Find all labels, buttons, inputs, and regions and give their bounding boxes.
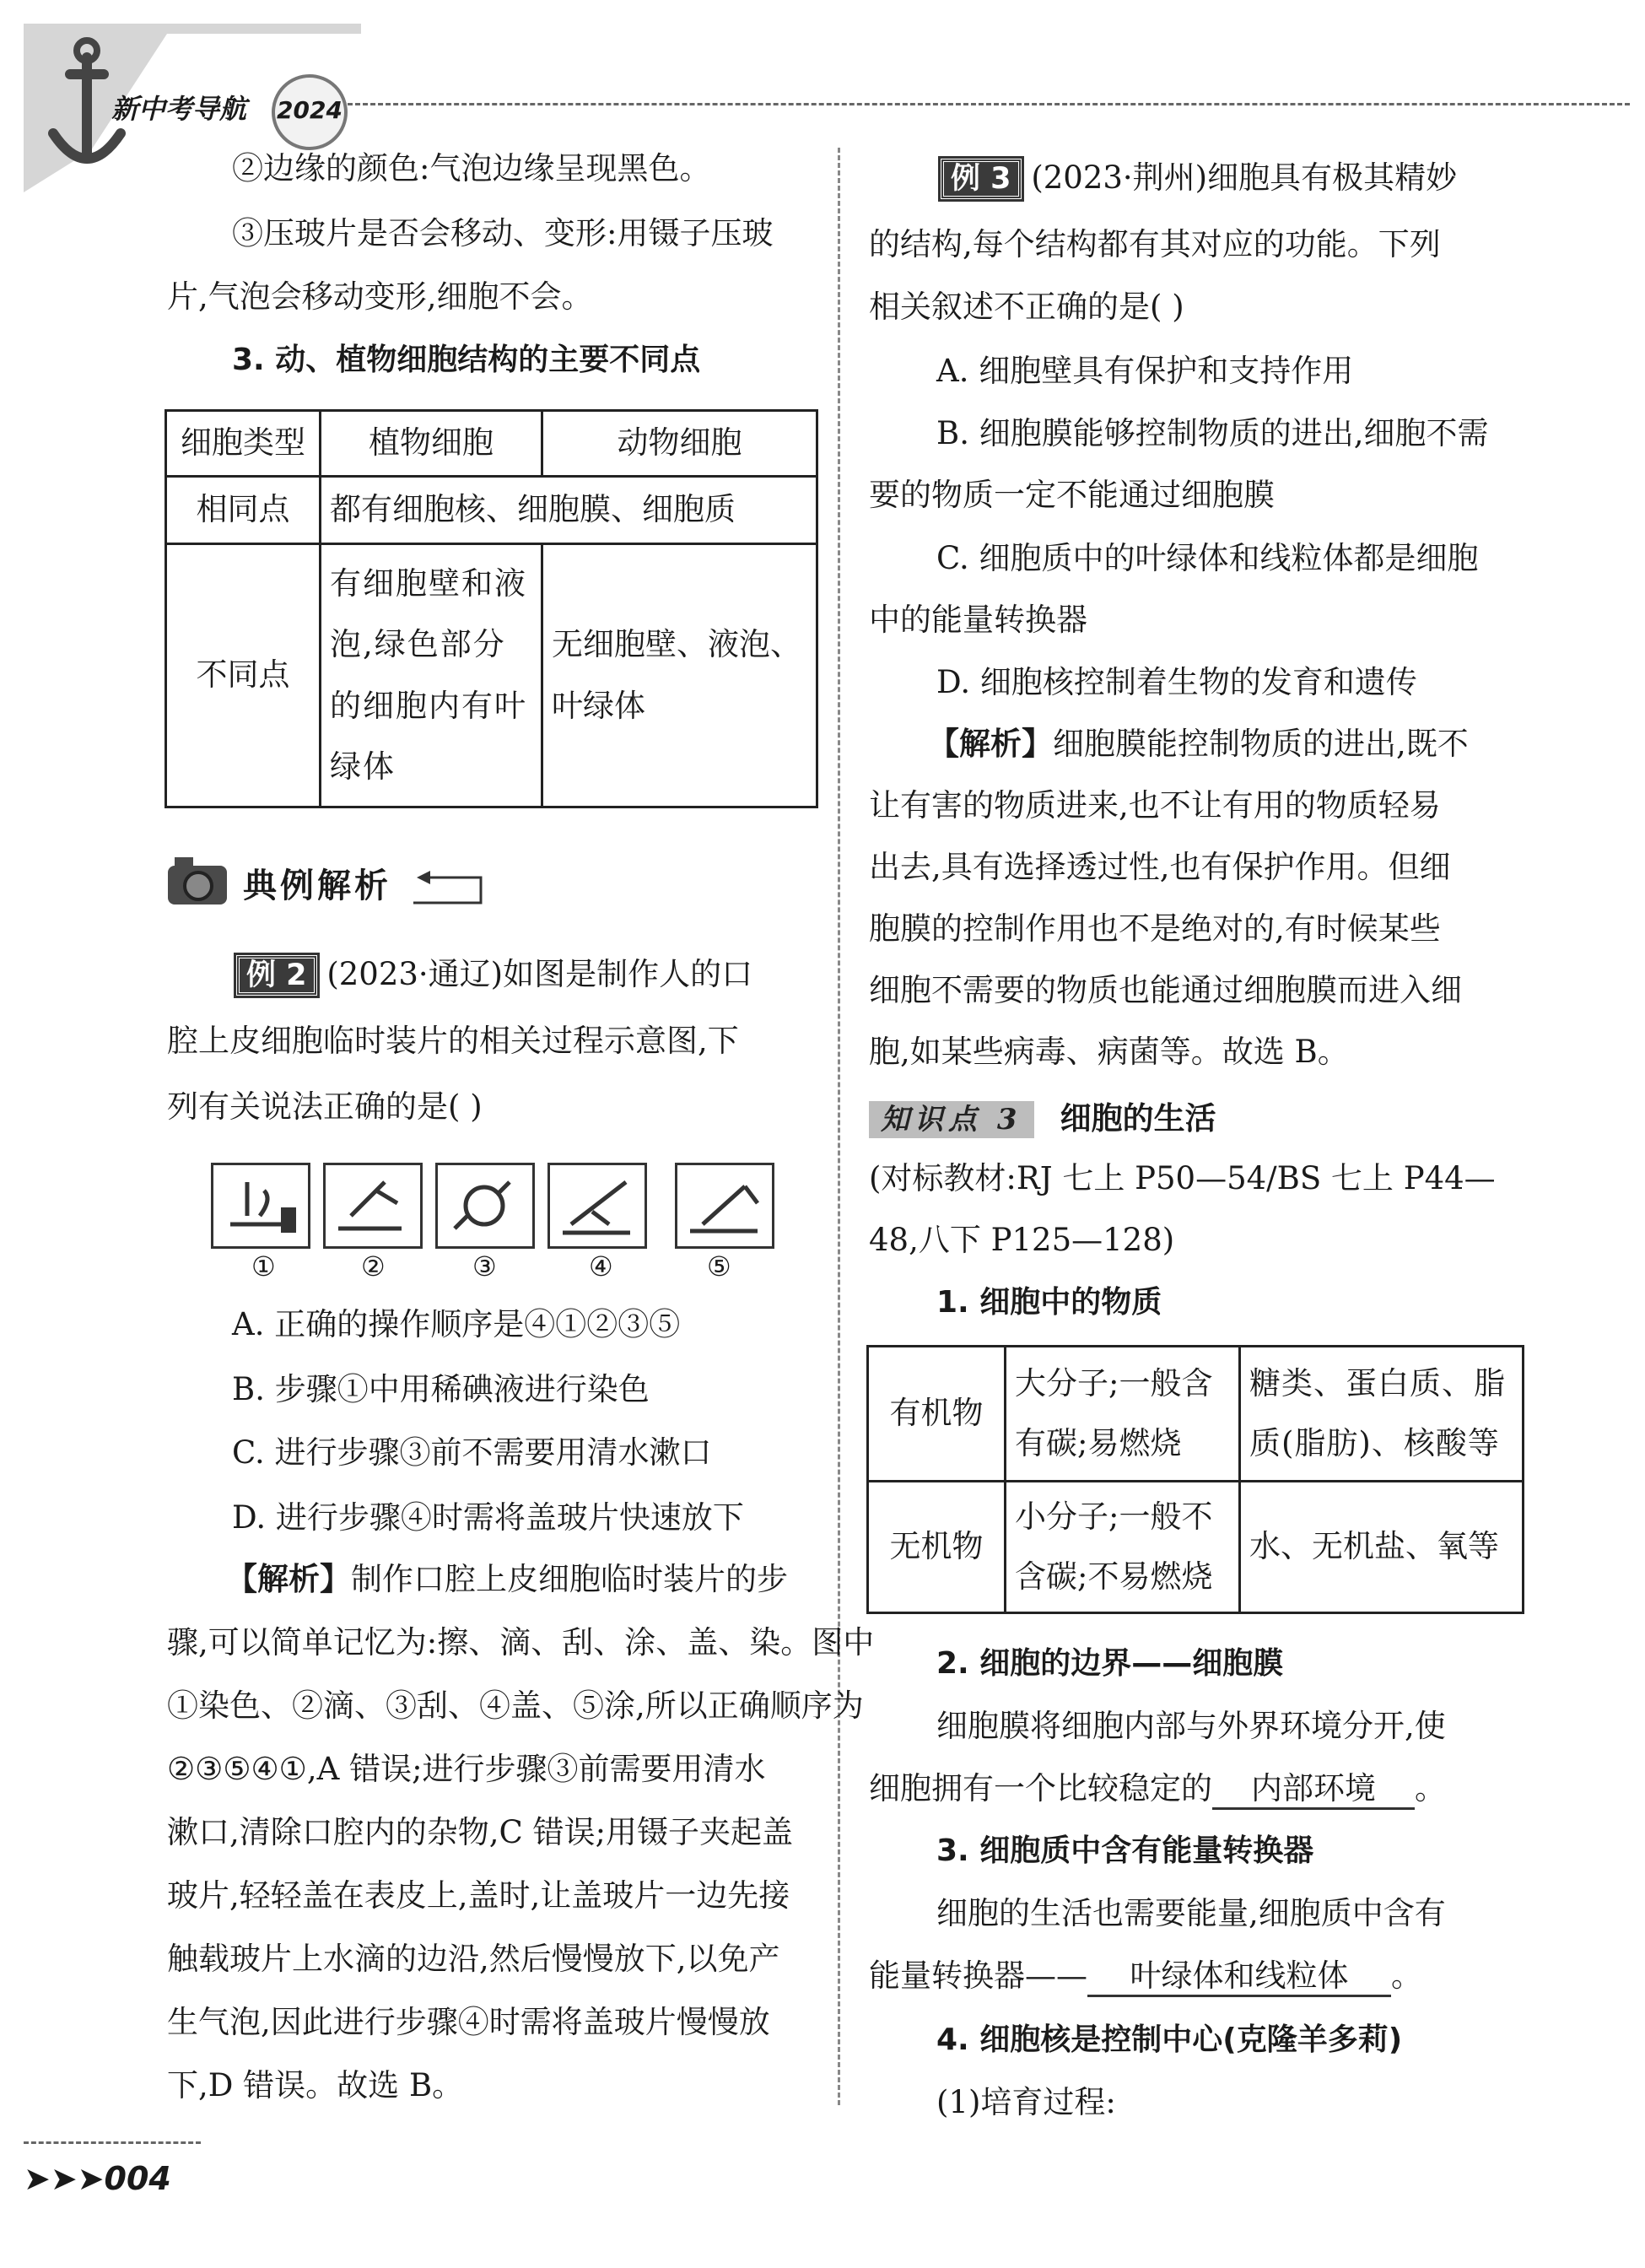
analysis-line: 下,D 错误。故选 B。 <box>167 2067 464 2103</box>
option-c: C. 进行步骤③前不需要用清水漱口 <box>232 1434 712 1471</box>
step-5-figure <box>675 1163 774 1249</box>
footer-divider <box>24 2141 201 2144</box>
table-cell: 都有细胞核、细胞膜、细胞质 <box>321 477 817 544</box>
paragraph: (1)培育过程: <box>936 2084 1116 2120</box>
step-2-figure <box>323 1163 423 1249</box>
subheading: 3. 细胞质中含有能量转换器 <box>936 1833 1314 1868</box>
analysis-line: 【解析】细胞膜能控制物质的进出,既不 <box>928 726 1469 762</box>
subheading: 3. 动、植物细胞结构的主要不同点 <box>232 343 701 377</box>
subheading: 4. 细胞核是控制中心(克隆羊多莉) <box>936 2022 1403 2057</box>
step-number: ③ <box>472 1250 497 1282</box>
cell-comparison-table <box>164 409 818 808</box>
table-header: 植物细胞 <box>321 411 542 477</box>
column-divider <box>838 148 840 2105</box>
arrows-icon: ➤➤➤ <box>24 2160 105 2197</box>
fill-in-sentence: 能量转换器—— 叶绿体和线粒体 。 <box>869 1958 1422 1997</box>
analysis-line: 触载玻片上水滴的边沿,然后慢慢放下,以免产 <box>167 1941 780 1977</box>
step-number: ① <box>251 1250 276 1282</box>
analysis-line: 生气泡,因此进行步骤④时需将盖玻片慢慢放 <box>167 2004 770 2040</box>
analysis-line: 【解析】制作口腔上皮细胞临时装片的步 <box>226 1561 788 1597</box>
paragraph: 细胞的生活也需要能量,细胞质中含有 <box>936 1895 1446 1931</box>
knowledge-point-header <box>869 1093 1216 1138</box>
analysis-line: 胞,如某些病毒、病菌等。故选 B。 <box>869 1034 1349 1070</box>
example-question: 例 2 (2023·通辽)如图是制作人的口 <box>236 955 752 996</box>
paragraph: ③压玻片是否会移动、变形:用镊子压玻 <box>232 215 774 251</box>
table-cell: 无细胞壁、液泡、 叶绿体 <box>542 544 817 807</box>
step-1-figure <box>211 1163 310 1249</box>
example-question-line: 相关叙述不正确的是( ) <box>869 289 1184 325</box>
textbook-reference: 48,八下 P125—128) <box>869 1222 1175 1258</box>
step-4-figure <box>547 1163 647 1249</box>
analysis-line: ②③⑤④①,A 错误;进行步骤③前需要用清水 <box>167 1751 766 1787</box>
analysis-tag: 【解析】 <box>226 1561 351 1597</box>
header-title: 新中考导航 <box>111 93 247 125</box>
paragraph: ②边缘的颜色:气泡边缘呈现黑色。 <box>232 150 711 186</box>
header-year: 2024 <box>277 96 342 124</box>
table-cell: 无机物 <box>868 1482 1006 1613</box>
table-header: 动物细胞 <box>542 411 817 477</box>
analysis-line: 出去,具有选择透过性,也有保护作用。但细 <box>869 849 1451 885</box>
answer-blank: 叶绿体和线粒体 <box>1087 1958 1391 1997</box>
header-divider <box>348 103 1630 105</box>
page-number: ➤➤➤004 <box>24 2160 171 2197</box>
knowledge-point-title: 细胞的生活 <box>1060 1100 1216 1137</box>
table-cell: 有机物 <box>868 1347 1006 1482</box>
subheading: 1. 细胞中的物质 <box>936 1285 1162 1320</box>
arrow-decoration-icon <box>413 866 489 910</box>
paragraph: 细胞膜将细胞内部与外界环境分开,使 <box>936 1708 1446 1744</box>
answer-blank: 内部环境 <box>1212 1770 1415 1810</box>
option-b-cont: 要的物质一定不能通过细胞膜 <box>869 477 1275 513</box>
option-b: B. 细胞膜能够控制物质的进出,细胞不需 <box>936 415 1489 451</box>
option-d: D. 细胞核控制着生物的发育和遗传 <box>936 664 1417 700</box>
year-badge <box>272 74 348 150</box>
step-number: ④ <box>589 1250 613 1282</box>
option-c: C. 细胞质中的叶绿体和线粒体都是细胞 <box>936 540 1479 576</box>
table-cell: 相同点 <box>166 477 321 544</box>
analysis-line: 玻片,轻轻盖在表皮上,盖时,让盖玻片一边先接 <box>167 1877 790 1914</box>
example-question: 例 3 (2023·荆州)细胞具有极其精妙 <box>941 159 1457 199</box>
option-b: B. 步骤①中用稀碘液进行染色 <box>232 1371 650 1407</box>
example-question-line: 腔上皮细胞临时装片的相关过程示意图,下 <box>167 1023 739 1059</box>
analysis-line: 漱口,清除口腔内的杂物,C 错误;用镊子夹起盖 <box>167 1814 794 1850</box>
step-3-figure <box>435 1163 535 1249</box>
analysis-line: 让有害的物质进来,也不让有用的物质轻易 <box>869 787 1441 824</box>
example-question-line: 的结构,每个结构都有其对应的功能。下列 <box>869 226 1441 262</box>
option-c-cont: 中的能量转换器 <box>869 602 1087 638</box>
analysis-line: 胞膜的控制作用也不是绝对的,有时候某些 <box>869 910 1441 947</box>
example-label: 例 3 <box>941 159 1022 199</box>
textbook-reference: (对标教材:RJ 七上 P50—54/BS 七上 P44— <box>869 1160 1496 1196</box>
step-number: ⑤ <box>707 1250 731 1282</box>
step-number: ② <box>361 1250 386 1282</box>
knowledge-point-tag: 知识点 3 <box>869 1101 1034 1138</box>
option-d: D. 进行步骤④时需将盖玻片快速放下 <box>232 1499 744 1536</box>
paragraph: 片,气泡会移动变形,细胞不会。 <box>167 278 593 315</box>
section-title: 典例解析 <box>243 867 391 905</box>
example-question-line: 列有关说法正确的是( ) <box>167 1088 483 1125</box>
camera-icon <box>164 850 234 911</box>
analysis-line: 细胞不需要的物质也能通过细胞膜而进入细 <box>869 972 1462 1008</box>
table-cell: 水、无机盐、氧等 <box>1240 1482 1524 1613</box>
example-label: 例 2 <box>236 955 317 996</box>
analysis-line: ①染色、②滴、③刮、④盖、⑤涂,所以正确顺序为 <box>167 1688 864 1724</box>
analysis-tag: 【解析】 <box>928 726 1053 762</box>
option-a: A. 正确的操作顺序是④①②③⑤ <box>232 1306 681 1342</box>
analysis-line: 骤,可以简单记忆为:擦、滴、刮、涂、盖、染。图中 <box>167 1624 875 1660</box>
fill-in-sentence: 细胞拥有一个比较稳定的 内部环境 。 <box>869 1770 1446 1810</box>
table-header: 细胞类型 <box>166 411 321 477</box>
table-cell: 有细胞壁和液 泡,绿色部分 的细胞内有叶 绿体 <box>321 544 542 807</box>
subheading: 2. 细胞的边界——细胞膜 <box>936 1646 1284 1681</box>
table-cell: 不同点 <box>166 544 321 807</box>
cell-substances-table <box>866 1345 1524 1614</box>
option-a: A. 细胞壁具有保护和支持作用 <box>936 353 1354 389</box>
table-cell: 大分子;一般含 有碳;易燃烧 <box>1006 1347 1240 1482</box>
table-cell: 小分子;一般不 含碳;不易燃烧 <box>1006 1482 1240 1613</box>
table-cell: 糖类、蛋白质、脂 质(脂肪)、核酸等 <box>1240 1347 1524 1482</box>
